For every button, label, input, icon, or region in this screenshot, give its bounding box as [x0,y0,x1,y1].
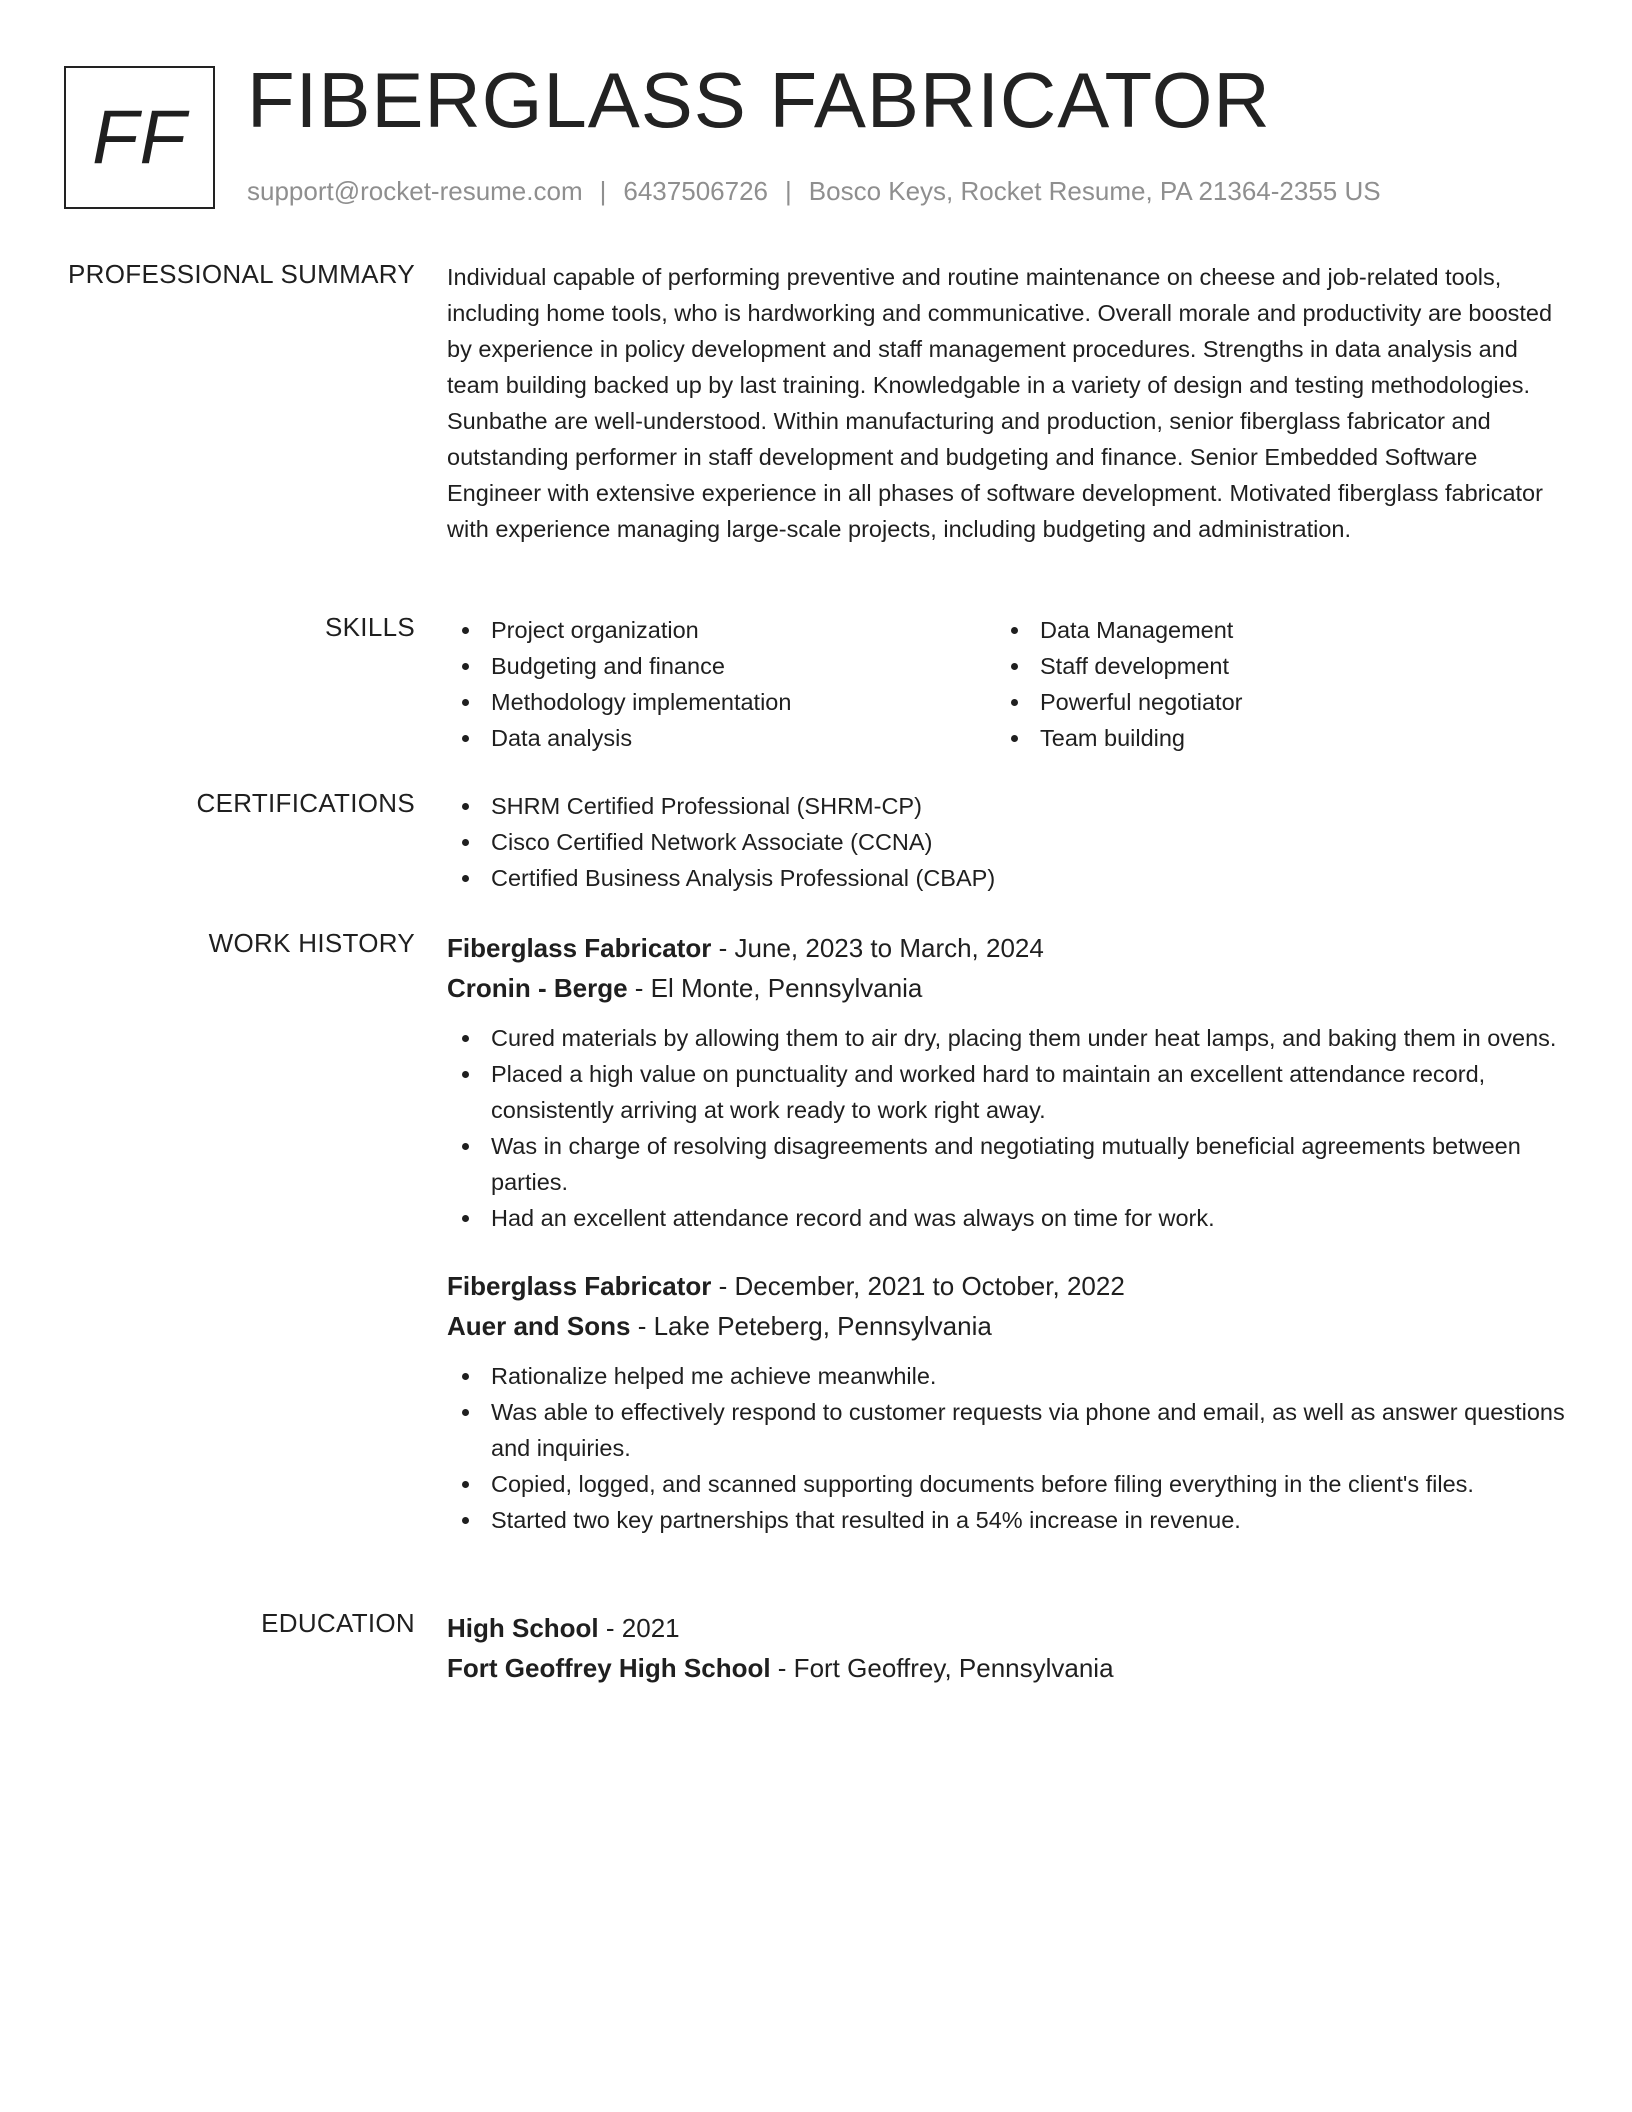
education-school: Fort Geoffrey High School [447,1653,771,1683]
job-title-line [447,1266,1567,1306]
education-degree-line [447,1608,1567,1648]
job-duty-item: Started two key partnerships that resulted in a 54% increase in revenue. [447,1502,1567,1538]
job-company-line [447,1306,1567,1346]
job-duty-item: Copied, logged, and scanned supporting documents before filing everything in the client's files. [447,1466,1567,1502]
job-dates: - June, 2023 to March, 2024 [711,933,1044,963]
education-school-line [447,1648,1567,1688]
job-duty-item: Was in charge of resolving disagreements and negotiating mutually beneficial agreements between parties. [447,1128,1567,1200]
certifications-label: CERTIFICATIONS [196,788,415,818]
contact-phone: 6437506726 [623,176,768,206]
skill-item: Data analysis [447,720,996,756]
certification-item: SHRM Certified Professional (SHRM-CP) [447,788,1567,824]
work-history-body [447,928,1567,1538]
contact-address: Bosco Keys, Rocket Resume, PA 21364-2355 US [808,176,1381,206]
job-duty-item: Cured materials by allowing them to air dry, placing them under heat lamps, and baking them in ovens. [447,1020,1567,1056]
summary-body [447,259,1567,547]
certification-item: Certified Business Analysis Professional (CBAP) [447,860,1567,896]
summary-text: Individual capable of performing preventive and routine maintenance on cheese and job-related tools, including home tools, who is hardworking and communicative. Overall morale and productivity are boosted by experience in policy development and staff management procedures. Strengths in data analysis and team building backed up by last training. Knowledgable in a variety of design and testing methodologies. Sunbathe are well-understood. Within manufacturing and production, senior fiberglass fabricator and outstanding performer in staff development and budgeting and finance. Senior Embedded Software Engineer with extensive experience in all phases of software development. Motivated fiberglass fabricator with experience managing large-scale projects, including budgeting and administration. [447,264,1553,542]
monogram-initials: FF [92,94,187,180]
skills-label: SKILLS [325,612,415,642]
skill-item: Project organization [447,612,996,648]
education-degree: High School [447,1613,599,1643]
education-year: - 2021 [598,1613,680,1643]
skill-item: Team building [996,720,1545,756]
summary-label: PROFESSIONAL SUMMARY [68,259,415,289]
contact-separator: | [785,176,792,206]
skill-item: Data Management [996,612,1545,648]
job-duties-list [447,1020,1567,1236]
job-duty-item: Rationalize helped me achieve meanwhile. [447,1358,1567,1394]
skills-column-left [447,612,996,756]
job-title: Fiberglass Fabricator [447,1271,712,1301]
job-duty-item: Placed a high value on punctuality and worked hard to maintain an excellent attendance record, consistently arriving at work ready to work right away. [447,1056,1567,1128]
skill-item: Staff development [996,648,1545,684]
candidate-name: FIBERGLASS FABRICATOR [247,56,1271,144]
job-title: Fiberglass Fabricator [447,933,712,963]
certifications-body [447,788,1567,896]
skill-item: Powerful negotiator [996,684,1545,720]
job-location: - El Monte, Pennsylvania [627,973,923,1003]
skill-item: Budgeting and finance [447,648,996,684]
education-label: EDUCATION [261,1608,415,1638]
contact-line [247,176,1381,207]
job-company-line [447,968,1567,1008]
education-body [447,1608,1567,1688]
education-location: - Fort Geoffrey, Pennsylvania [770,1653,1114,1683]
job-dates: - December, 2021 to October, 2022 [711,1271,1125,1301]
job-entry [447,928,1567,1236]
skills-column-right [996,612,1545,756]
contact-separator: | [599,176,607,206]
skills-body [447,612,1567,756]
job-entry [447,1266,1567,1538]
job-company: Cronin - Berge [447,973,628,1003]
work-history-label: WORK HISTORY [208,928,415,958]
skills-grid [447,612,1567,756]
job-duties-list [447,1358,1567,1538]
skill-item: Methodology implementation [447,684,996,720]
certifications-list [447,788,1567,896]
monogram-box [64,66,215,209]
certification-item: Cisco Certified Network Associate (CCNA) [447,824,1567,860]
contact-email: support@rocket-resume.com [247,176,583,206]
job-company: Auer and Sons [447,1311,631,1341]
job-location: - Lake Peteberg, Pennsylvania [630,1311,992,1341]
job-title-line [447,928,1567,968]
job-duty-item: Had an excellent attendance record and was always on time for work. [447,1200,1567,1236]
job-duty-item: Was able to effectively respond to customer requests via phone and email, as well as answer questions and inquiries. [447,1394,1567,1466]
